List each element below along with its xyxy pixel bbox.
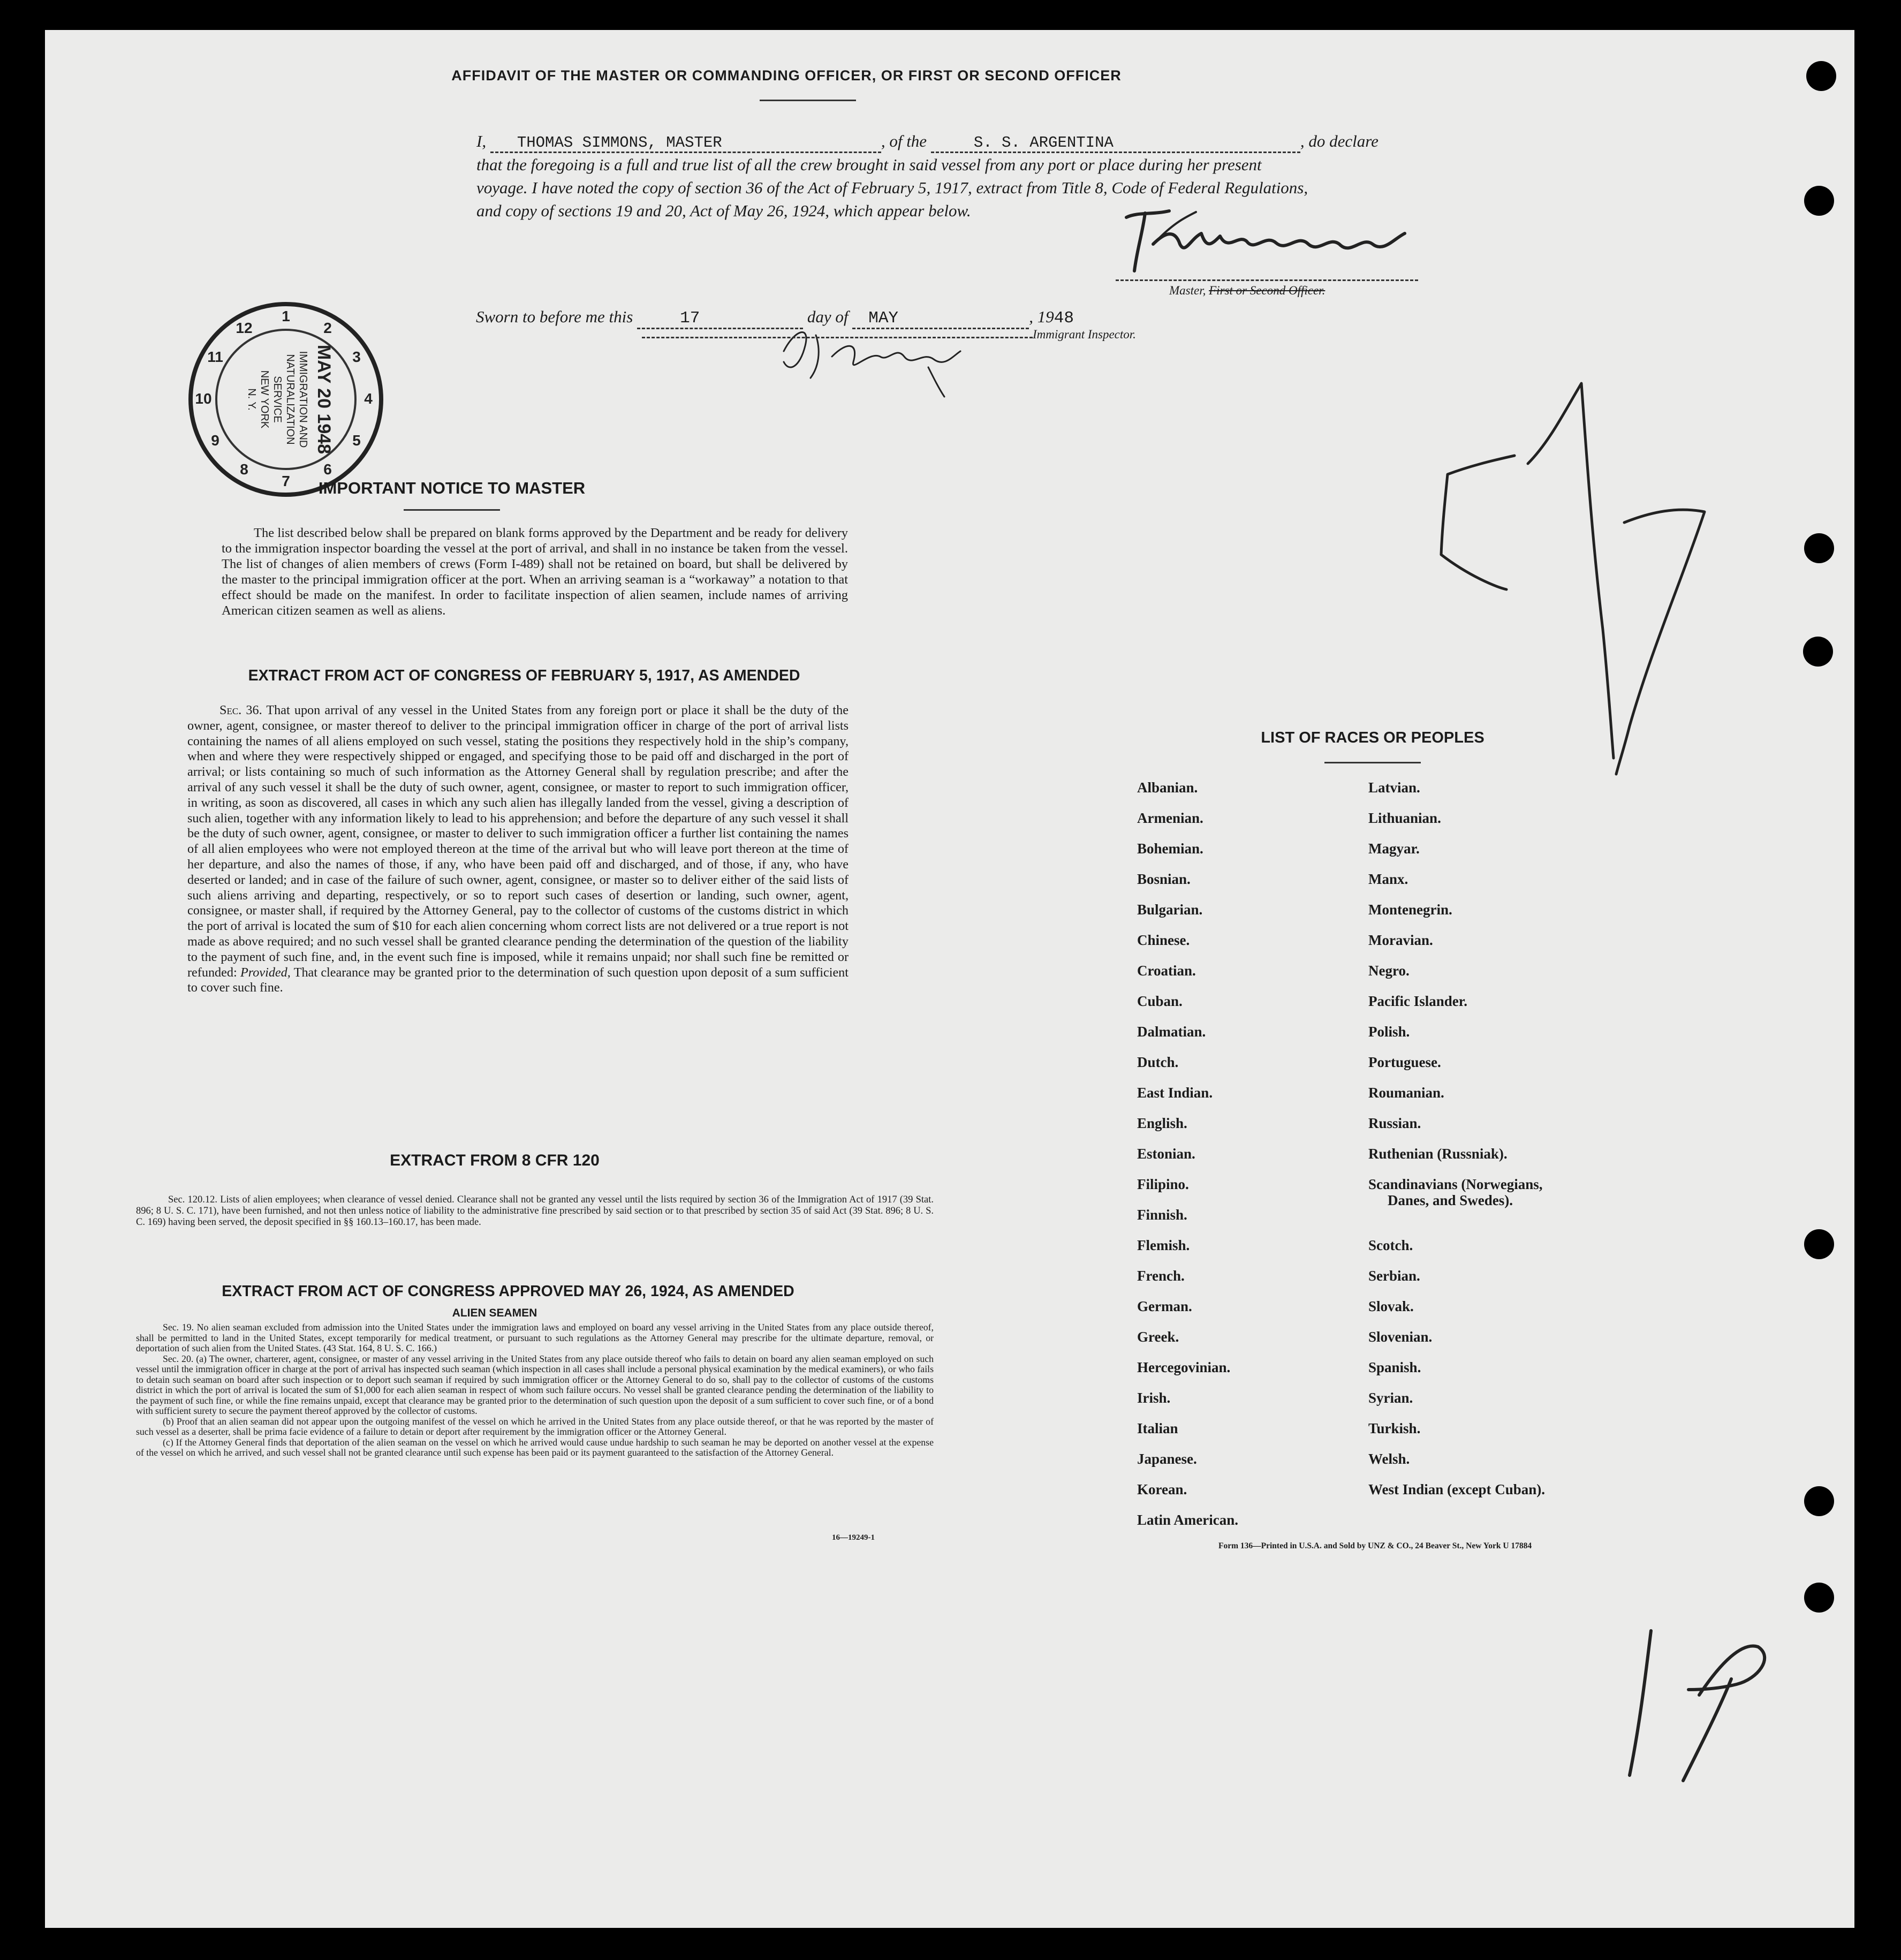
punch-hole xyxy=(1804,533,1834,563)
race-item: Italian xyxy=(1137,1420,1178,1436)
vessel-name-field: S. S. ARGENTINA xyxy=(931,134,1300,153)
race-item: Spanish. xyxy=(1368,1359,1421,1375)
do-declare-text: , do declare xyxy=(1300,132,1379,150)
race-item: Manx. xyxy=(1368,871,1408,887)
sec-19-text: Sec. 19. No alien seaman excluded from admission into the United States under the immigration laws and employed on board any vessel arriving in the United States from any place outside thereof, shall be permitted to land in the United States, except temporarily for medical treatment, or pursuant to such regulations as the Attorney General may prescribe for the ultimate departure, removal, or deportation of such alien from the United States. (43 Stat. 164, 8 U. S. C. 166.) xyxy=(136,1322,934,1353)
sec-36-text: That upon arrival of any vessel in the United States from any foreign port or place it shall be the duty of the owner, agent, consignee, or master thereof to deliver to the principal immigration officer in charge of the port of arrival lists containing the names of all aliens employed on such vessel, stating the positions they respectively hold in the ship’s company, when and where they were respectively shipped or engaged, and specifying those to be paid off and discharged in the port of arrival; or lists containing so much of such information as the Attorney General shall by regulation prescribe; and after the arrival of any such vessel it shall be the duty of such owner, agent, consignee, or master to report to such immigration officer, in writing, as soon as discovered, all cases in which any such alien has illegally landed from the vessel, giving a description of such alien, together with any information likely to lead to his apprehension; and before the departure of any such vessel it shall be the duty of such owner, agent, consignee, or master to deliver to such immigration officer a further list containing the names of all alien employees who were not employed thereon at the time of the arrival but who will leave port thereon at the time of her departure, and also the names of those, if any, who have been paid off and discharged, and of those, if any, who have deserted or landed; and in case of the failure of such owner, agent, consignee, or master so to deliver either of the said lists of such aliens arriving and departing, respectively, or so to report such cases of desertion or landing, such owner, agent, consignee, or master shall, if required by the Attorney General, pay to the collector of customs of the customs district in which the port of arrival is located the sum of $10 for each alien concerning whom correct lists are not delivered or a true report is not made as above required; and no such vessel shall be granted clearance pending the determination of the question of the liability to the payment of such fine, and, in the event such fine is imposed, while it remains unpaid; nor shall such fine be remitted or refunded: xyxy=(187,703,849,980)
sec-20c-text: (c) If the Attorney General finds that deportation of the alien seaman on the vessel on which he arrived would cause undue hardship to such seaman he may be deported on another vessel at the expense of the vessel on which he arrived, and such vessel shall not be granted clearance until such expense has been paid or its payment guaranteed to the satisfaction of the Attorney General. xyxy=(136,1436,934,1458)
extract-cfr-title: EXTRACT FROM 8 CFR 120 xyxy=(390,1152,600,1169)
immigration-date-stamp xyxy=(173,287,398,512)
affidavit-line-1 xyxy=(476,132,1494,153)
extract-1924-subtitle: ALIEN SEAMEN xyxy=(452,1307,537,1319)
stamp-line-3: SERVICE xyxy=(271,376,283,423)
extract-1917-title: EXTRACT FROM ACT OF CONGRESS OF FEBRUARY 5, 1917, AS AMENDED xyxy=(248,667,800,684)
of-the-text: , of the xyxy=(881,132,927,150)
race-item: Korean. xyxy=(1137,1481,1187,1497)
race-item: Russian. xyxy=(1368,1115,1421,1131)
handwritten-page-number-small xyxy=(1597,1599,1790,1791)
signature-line xyxy=(1116,279,1418,281)
races-left-column xyxy=(1137,780,1351,1542)
sworn-prefix: Sworn to before me this xyxy=(476,307,633,326)
race-item: Polish. xyxy=(1368,1024,1410,1040)
affidavit-i: I, xyxy=(476,132,487,150)
punch-hole xyxy=(1804,186,1834,216)
race-item: Bosnian. xyxy=(1137,871,1191,887)
sec-36-text-end: That clearance may be granted prior to the determination of such question upon deposit of a sum sufficient to cover such fine. xyxy=(187,965,849,995)
signature-caption xyxy=(1169,284,1325,298)
race-item: Croatian. xyxy=(1137,963,1196,979)
inspector-line xyxy=(642,337,1033,338)
race-item: Danes, and Swedes). xyxy=(1388,1192,1513,1208)
race-item: German. xyxy=(1137,1298,1192,1314)
race-item: Cuban. xyxy=(1137,993,1183,1009)
stamp-ring-number: 10 xyxy=(195,390,212,407)
race-item: Greek. xyxy=(1137,1329,1179,1345)
race-item: Finnish. xyxy=(1137,1207,1187,1223)
race-item: Roumanian. xyxy=(1368,1085,1444,1101)
race-item: Scotch. xyxy=(1368,1237,1413,1253)
races-rule xyxy=(1324,762,1421,763)
race-item: Dutch. xyxy=(1137,1054,1179,1070)
sworn-year-field: 48 xyxy=(1054,309,1074,328)
extract-1924-title: EXTRACT FROM ACT OF CONGRESS APPROVED MAY 26, 1924, AS AMENDED xyxy=(222,1283,794,1300)
stamp-ring-number: 3 xyxy=(352,349,361,365)
master-name-field: THOMAS SIMMONS, MASTER xyxy=(490,134,881,153)
race-item: Welsh. xyxy=(1368,1451,1410,1467)
caption-master: Master, xyxy=(1169,284,1206,297)
stamp-ring-number: 5 xyxy=(352,432,361,449)
sec-20b-text: (b) Proof that an alien seaman did not appear upon the outgoing manifest of the vessel on which he arrived in the United States from any place outside thereof, or that he was reported by the master of such vessel as a deserter, shall be prima facie evidence of a failure to detain or deport after requirement by the immigration officer or the Attorney General. xyxy=(136,1416,934,1437)
race-item: English. xyxy=(1137,1115,1187,1131)
stamp-ring-number: 11 xyxy=(207,349,223,365)
race-item: Bulgarian. xyxy=(1137,902,1203,918)
race-item: Ruthenian (Russniak). xyxy=(1368,1146,1508,1162)
stamp-ring-number: 8 xyxy=(240,461,248,478)
stamp-ring-number: 9 xyxy=(211,432,219,449)
punch-hole xyxy=(1804,1229,1834,1259)
race-item: Albanian. xyxy=(1137,780,1198,796)
stamp-line-4: NEW YORK xyxy=(259,370,270,429)
race-item: West Indian (except Cuban). xyxy=(1368,1481,1546,1497)
provided-word: Provided, xyxy=(240,965,291,980)
race-item: Portuguese. xyxy=(1368,1054,1441,1070)
race-item: Lithuanian. xyxy=(1368,810,1441,826)
sworn-day-field: 17 xyxy=(637,309,803,329)
race-item: Armenian. xyxy=(1137,810,1203,826)
year-prefix: , 19 xyxy=(1029,307,1054,326)
race-item: Latvian. xyxy=(1368,780,1420,796)
race-item: Montenegrin. xyxy=(1368,902,1452,918)
stamp-ring-number: 7 xyxy=(282,473,290,489)
stamp-ring-number: 12 xyxy=(236,320,253,336)
race-item: Bohemian. xyxy=(1137,841,1203,857)
affidavit-line-3: voyage. I have noted the copy of section 36 of the Act of February 5, 1917, extract from Title 8, Code of Federal Regulations, xyxy=(476,178,1308,197)
caption-struck-officer: First or Second Officer. xyxy=(1209,284,1326,297)
title-rule xyxy=(760,100,856,101)
day-of-text: day of xyxy=(807,307,849,326)
race-item: Slovenian. xyxy=(1368,1329,1433,1345)
notice-rule xyxy=(404,509,500,511)
race-item: Slovak. xyxy=(1368,1298,1414,1314)
race-item: Magyar. xyxy=(1368,841,1420,857)
punch-hole xyxy=(1806,61,1836,91)
race-item: Dalmatian. xyxy=(1137,1024,1206,1040)
punch-hole xyxy=(1804,1583,1834,1613)
races-right-column xyxy=(1368,780,1668,1512)
race-item: Flemish. xyxy=(1137,1237,1190,1253)
stamp-date: MAY 20 1948 xyxy=(314,344,334,455)
stamp-line-2: NATURALIZATION xyxy=(284,354,296,445)
stamp-line-5: N. Y. xyxy=(246,388,257,411)
extract-1924-body xyxy=(136,1322,934,1458)
race-item: Negro. xyxy=(1368,963,1410,979)
races-title: LIST OF RACES OR PEOPLES xyxy=(1261,729,1485,746)
stamp-line-1: IMMIGRATION AND xyxy=(297,351,309,448)
stamp-ring-number: 4 xyxy=(364,390,373,407)
handwritten-page-number-large xyxy=(1426,351,1758,817)
race-item: Serbian. xyxy=(1368,1268,1420,1284)
master-signature xyxy=(1105,201,1448,282)
punch-hole xyxy=(1804,1486,1834,1516)
document-page xyxy=(45,30,1854,1928)
sec-36-label: Sec. 36. xyxy=(219,703,262,717)
race-item: Japanese. xyxy=(1137,1451,1197,1467)
race-item: Turkish. xyxy=(1368,1420,1421,1436)
race-item: Syrian. xyxy=(1368,1390,1413,1406)
race-item: Hercegovinian. xyxy=(1137,1359,1231,1375)
notice-body: The list described below shall be prepared on blank forms approved by the Department and be ready for delivery to the immigration inspector boarding the vessel at the port of arrival, and shall in no instance be taken from the vessel. The list of changes of alien members of crews (Form I-489) shall not be retained on board, but shall be delivered by the master to the principal immigration officer at the port. When an arriving seaman is a “workaway” a notation to that effect should be made on the manifest. In order to facilitate inspection of alien seamen, include names of arriving American citizen seamen as well as aliens. xyxy=(222,526,848,618)
notice-title: IMPORTANT NOTICE TO MASTER xyxy=(318,479,586,497)
stamp-ring-number: 2 xyxy=(323,320,332,336)
affidavit-line-4: and copy of sections 19 and 20, Act of May 26, 1924, which appear below. xyxy=(476,201,971,220)
printer-footer: Form 136—Printed in U.S.A. and Sold by UNZ & CO., 24 Beaver St., New York U 17884 xyxy=(1218,1541,1532,1550)
race-item: Pacific Islander. xyxy=(1368,993,1467,1009)
form-code: 16—19249-1 xyxy=(832,1533,875,1542)
race-item: Scandinavians (Norwegians, xyxy=(1368,1176,1543,1192)
extract-1917-body xyxy=(187,703,849,996)
race-item: Latin American. xyxy=(1137,1512,1238,1528)
punch-hole xyxy=(1803,637,1833,667)
sworn-month-field: MAY xyxy=(852,309,1029,329)
race-item: Filipino. xyxy=(1137,1176,1189,1192)
race-item: Chinese. xyxy=(1137,932,1190,948)
affidavit-title: AFFIDAVIT OF THE MASTER OR COMMANDING OFFICER, OR FIRST OR SECOND OFFICER xyxy=(451,67,1122,84)
race-item: East Indian. xyxy=(1137,1085,1213,1101)
race-item: Moravian. xyxy=(1368,932,1433,948)
race-item: Estonian. xyxy=(1137,1146,1195,1162)
extract-cfr-body: Sec. 120.12. Lists of alien employees; when clearance of vessel denied. Clearance shall not be granted any vessel until the lists required by section 36 of the Immigration Act of 1917 (39 Stat. 896; 8 U. S. C. 171), have been furnished, and not then unless notice of liability to the administrative fine prescribed by said section or to that prescribed by section 35 of said Act (39 Stat. 896; 8 U. S. C. 169) having been served, the deposit specified in §§ 160.13–160.17, has been made. xyxy=(136,1194,934,1228)
stamp-ring-number: 1 xyxy=(282,308,290,324)
race-item: French. xyxy=(1137,1268,1185,1284)
sec-20a-text: Sec. 20. (a) The owner, charterer, agent, consignee, or master of any vessel arriving in the United States from any place outside thereof who fails to detain on board any alien seaman employed on such vessel until the immigration officer in charge at the port of arrival has inspected such seaman (which inspection in all cases shall include a personal physical examination by the medical examiners), or who fails to detain such seaman on board after such inspection or to deport such seaman if required by such immigration officer or the Attorney General to do so, shall pay to the collector of customs of the customs district in which the port of arrival is located the sum of $1,000 for each alien seaman in respect of whom such failure occurs. No vessel shall be granted clearance pending the determination of the liability to the payment of such fine, or while the fine remains unpaid, except that clearance may be granted prior to the determination of such question upon the deposit of a sum sufficient to cover such fine, or of a bond with sufficient surety to secure the payment thereof approved by the collector of customs. xyxy=(136,1353,934,1416)
race-item: Irish. xyxy=(1137,1390,1171,1406)
inspector-signature xyxy=(768,319,1025,399)
inspector-caption: Immigrant Inspector. xyxy=(1033,328,1136,341)
stamp-ring-number: 6 xyxy=(323,461,332,478)
affidavit-line-2: that the foregoing is a full and true list of all the crew brought in said vessel from any port or place during her present xyxy=(476,155,1262,174)
